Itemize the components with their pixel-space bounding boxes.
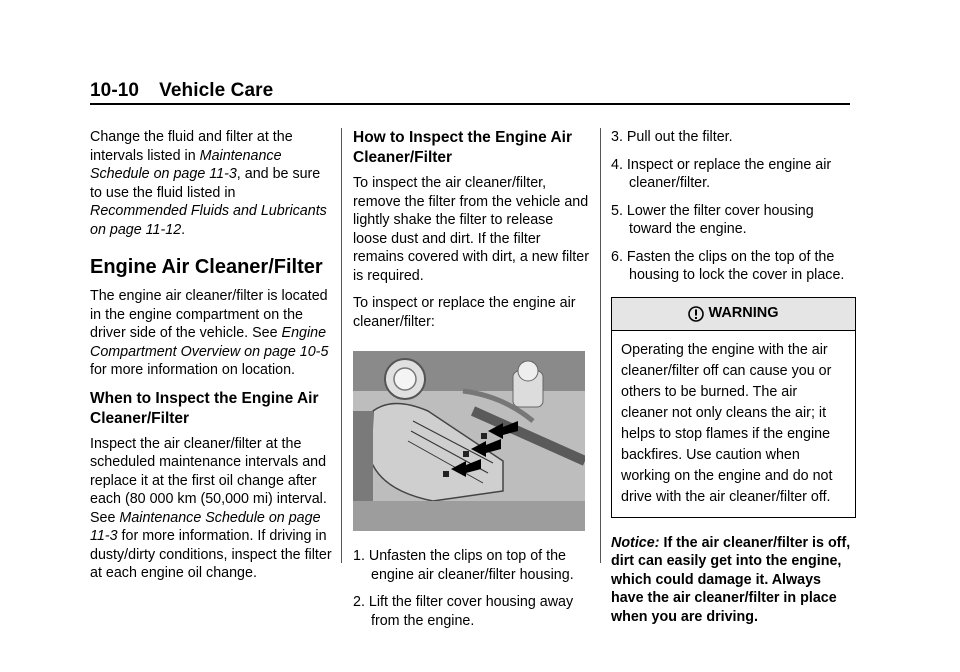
subheading-how-to-inspect: How to Inspect the Engine Air Cleaner/Filter — [353, 129, 573, 166]
header-rule — [90, 103, 850, 105]
inspect-paragraph: To inspect the air cleaner/filter, remove the filter from the vehicle and lightly shake the filter to release loose dust and dirt. If the filter remains covered with dirt, a new filter is required. — [353, 175, 589, 284]
cross-reference: Engine Compartment Overview on page 10-5 — [90, 325, 329, 360]
steps-list-1 — [353, 547, 591, 630]
warning-icon — [688, 306, 704, 322]
list-item: 5. Lower the filter cover housing toward the engine. — [611, 202, 814, 237]
notice-paragraph: Notice: If the air cleaner/filter is off, dirt can easily get into the engine, which could damage it. Always have the air cleaner/filter in place when you are driving. — [611, 534, 851, 625]
column-divider — [341, 128, 342, 563]
cross-reference: Recommended Fluids and Lubricants on page 11-12 — [90, 203, 327, 238]
notice-label: Notice: — [611, 534, 660, 551]
cross-reference: Maintenance Schedule on page 11-3 — [90, 509, 321, 544]
steps-list-2 — [611, 128, 856, 285]
intro-paragraph: Change the fluid and filter at the intervals listed in Maintenance Schedule on page 11-3, and be sure to use the fluid listed in Recommended Fluids and Lubricants on page 11-12. — [90, 129, 327, 238]
warning-title: WARNING — [708, 305, 779, 322]
warning-box — [611, 297, 856, 518]
cross-reference: Maintenance Schedule on page 11-3 — [90, 147, 282, 182]
list-item: 4. Inspect or replace the engine air cleaner/filter. — [611, 156, 832, 191]
section-title: Vehicle Care — [159, 80, 274, 101]
page-number: 10-10 — [90, 80, 140, 101]
page-header — [90, 80, 273, 102]
warning-header — [612, 298, 855, 331]
warning-text: Operating the engine with the air cleaner/filter off can cause you or others to be burned. The air cleaner not only cleans the air; it helps to stop flames if the engine backfires. Use caution when working on the engine and do not drive with the air cleaner/filter off. — [621, 341, 833, 505]
section-heading: Engine Air Cleaner/Filter — [90, 256, 323, 278]
interval-paragraph: Inspect the air cleaner/filter at the scheduled maintenance intervals and replace it at the first oil change after each (80 000 km (50,000 mi) interval. See Maintenance Schedule on page 11-3 for more information. If driving in dusty/dirty conditions, inspect the filter at each engine oil change. — [90, 435, 332, 581]
column-3 — [611, 128, 856, 635]
list-item: 6. Fasten the clips on the top of the housing to lock the cover in place. — [611, 248, 845, 283]
list-item: 1. Unfasten the clips on top of the engine air cleaner/filter housing. — [353, 548, 574, 583]
column-divider — [600, 128, 601, 563]
column-2 — [353, 128, 591, 639]
list-item: 2. Lift the filter cover housing away from the engine. — [353, 594, 574, 629]
engine-compartment-photo — [353, 351, 585, 531]
list-item: 3. Pull out the filter. — [611, 129, 733, 145]
column-1 — [90, 128, 332, 592]
subheading-when-to-inspect: When to Inspect the Engine Air Cleaner/Filter — [90, 389, 319, 427]
location-paragraph: The engine air cleaner/filter is located in the engine compartment on the driver side of the vehicle. See Engine Compartment Overview on page 10-5 for more information on location. — [90, 288, 329, 378]
replace-intro: To inspect or replace the engine air cleaner/filter: — [353, 295, 576, 330]
